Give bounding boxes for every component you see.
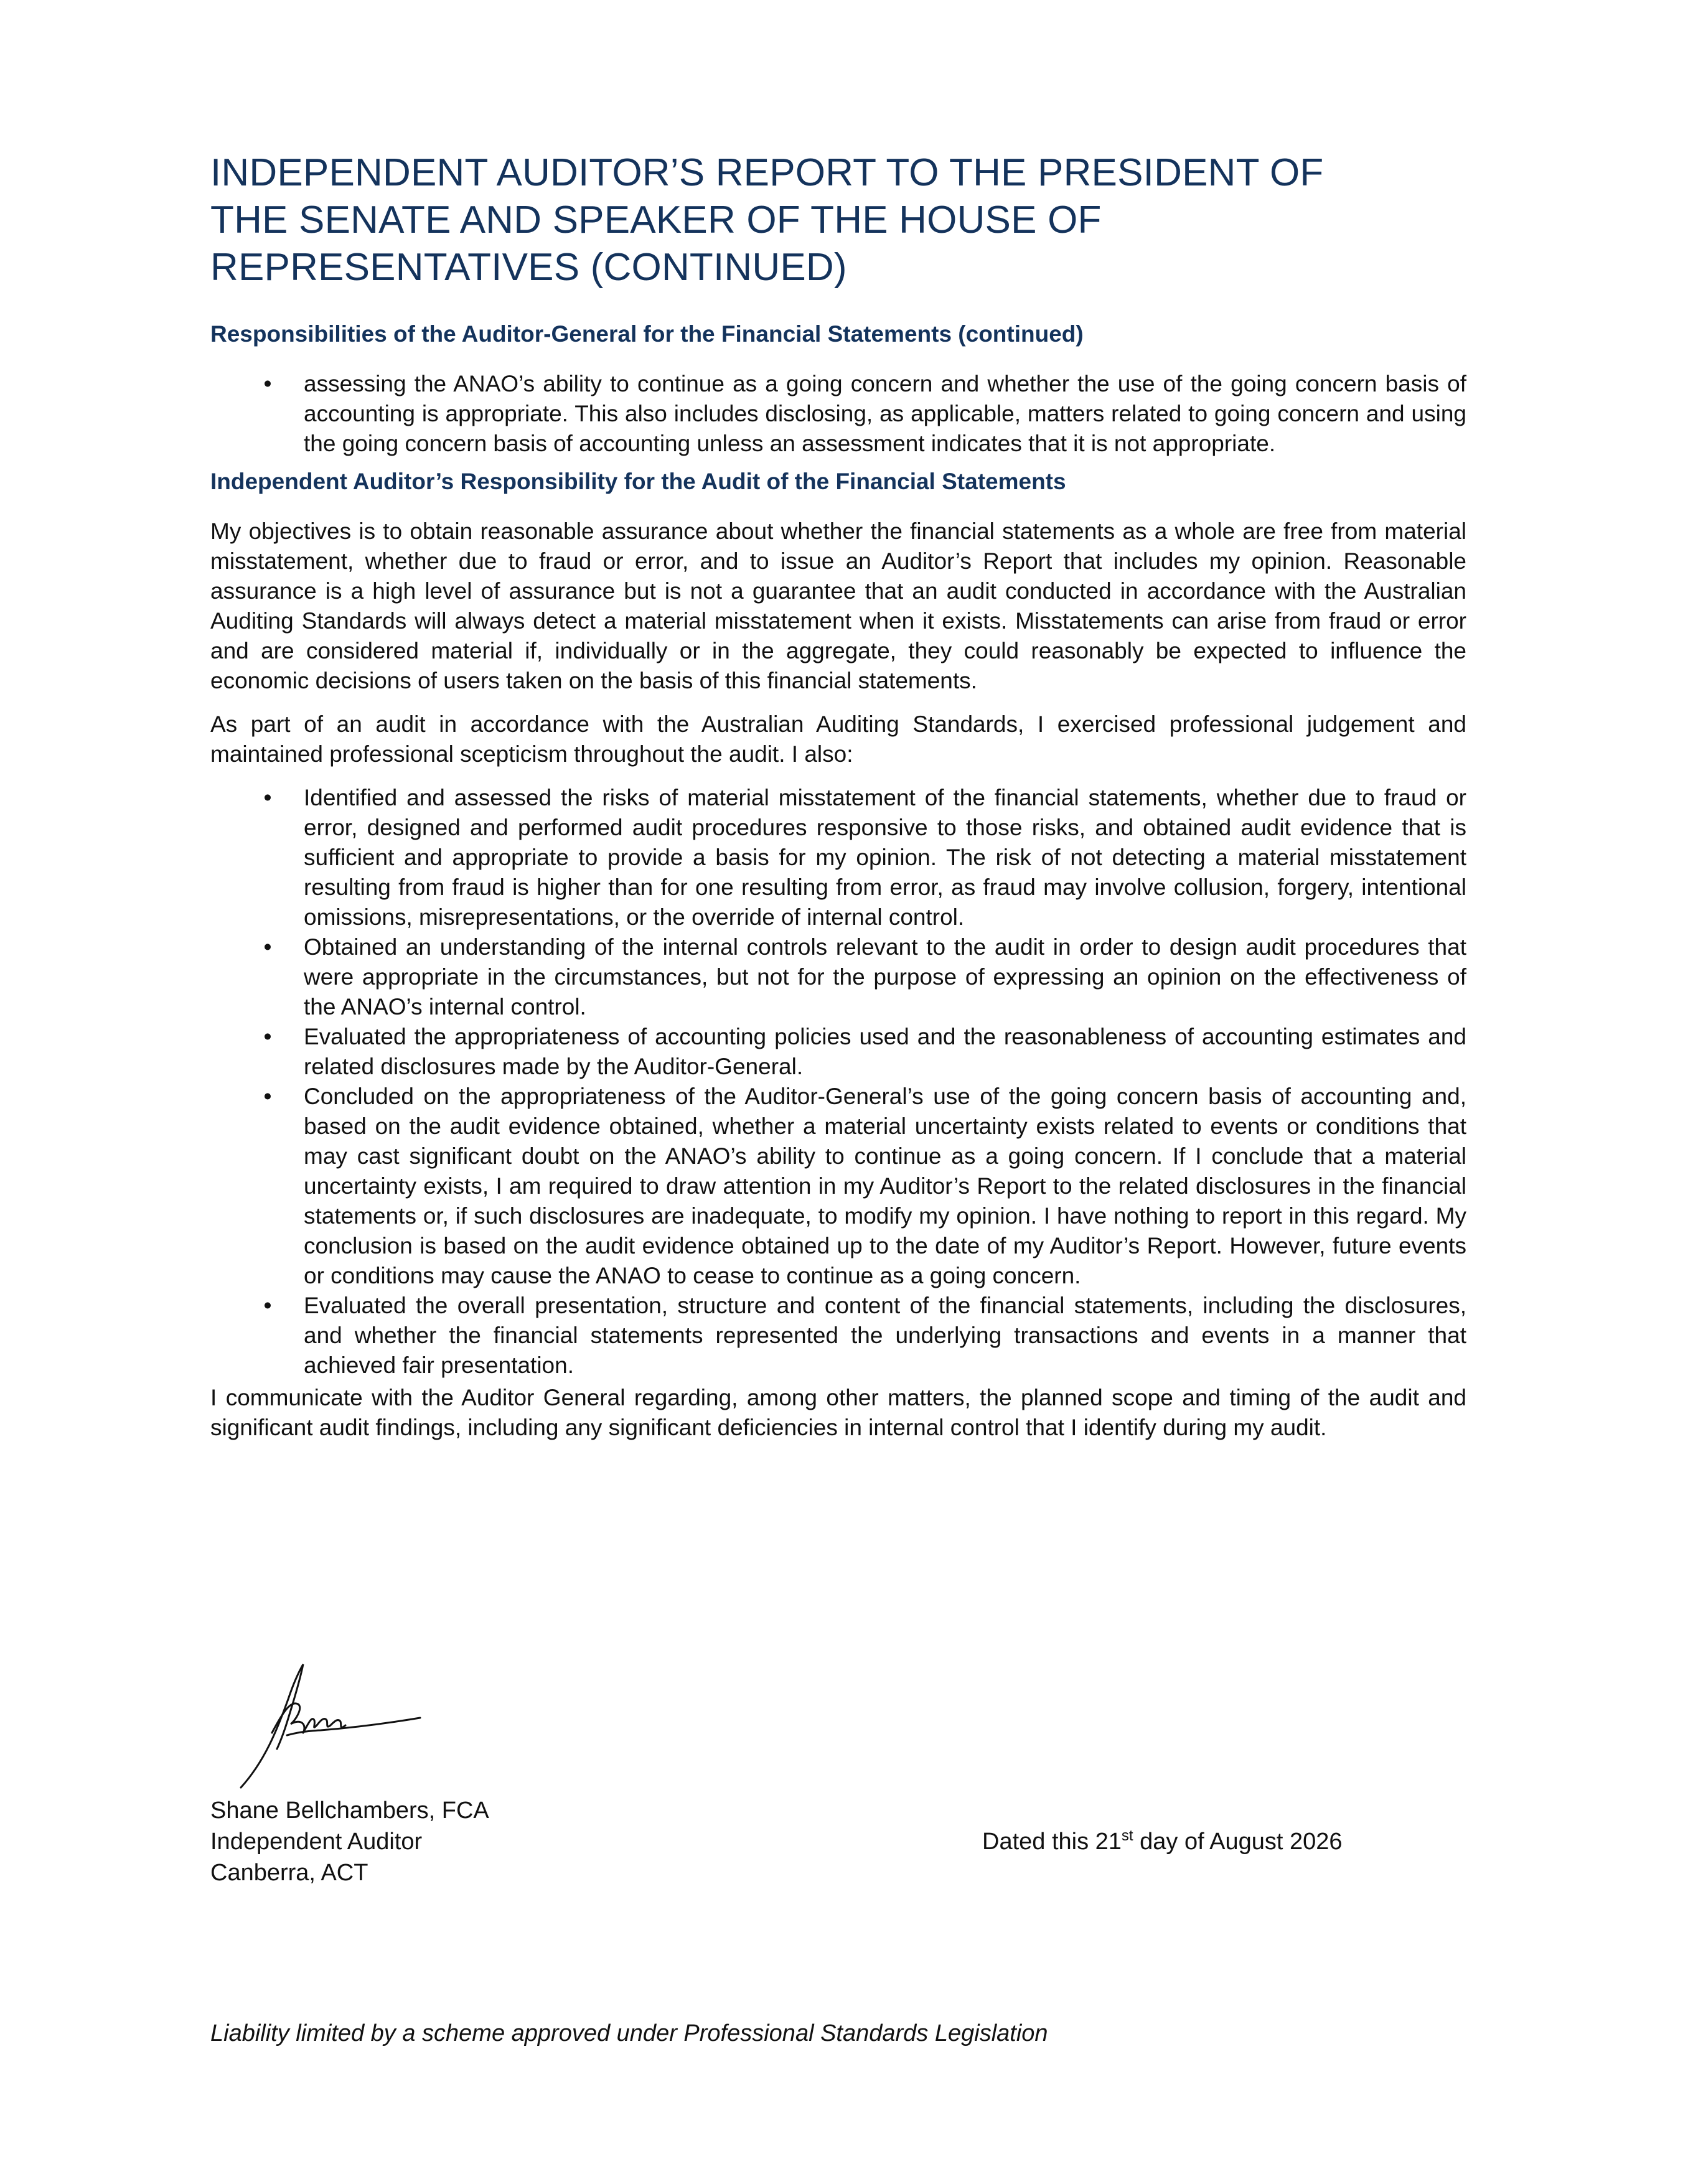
list-item xyxy=(210,369,1466,459)
auditor-name: Shane Bellchambers, FCA xyxy=(210,1797,489,1824)
title-line: REPRESENTATIVES (CONTINUED) xyxy=(210,246,847,289)
bullet-glyph: • xyxy=(263,1293,272,1318)
paragraph-audit-approach: As part of an audit in accordance with the Australian Auditing Standards, I exercised professional judgement and maintained professional scepticism throughout the audit. I also: xyxy=(210,711,1466,767)
bullet-glyph: • xyxy=(263,1084,272,1109)
list-item-text: assessing the ANAO’s ability to continue as a going concern and whether the use of the going concern basis of accounting is appropriate. This also includes disclosing, as applicable, matters related to going concern and using the going concern basis of accounting unless an assessment indicates that it is not appropriate. xyxy=(304,371,1466,456)
auditor-role: Independent Auditor xyxy=(210,1829,423,1855)
list-item xyxy=(210,783,1466,932)
bullet-list xyxy=(210,369,1466,459)
handwritten-signature xyxy=(233,1656,439,1793)
date-ordinal: st xyxy=(1121,1827,1133,1844)
bullet-glyph: • xyxy=(263,785,272,810)
list-item xyxy=(210,932,1466,1022)
list-item-text: Concluded on the appropriateness of the Auditor-General’s use of the going concern basis of accounting and, based on the audit evidence obtained, whether a material uncertainty exists related to events or conditions that may cast significant doubt on the ANAO’s ability to continue as a going concern. If I conclude that a material uncertainty exists, I am required to draw attention in my Auditor’s Report to the related disclosures in the financial statements or, if such disclosures are inadequate, to modify my opinion. I have nothing to report in this regard. My conclusion is based on the audit evidence obtained up to the date of my Auditor’s Report. However, future events or conditions may cause the ANAO to cease to continue as a going concern. xyxy=(304,1084,1466,1288)
date-prefix: Dated this 21 xyxy=(982,1829,1122,1855)
paragraph-communication: I communicate with the Auditor General regarding, among other matters, the planned scope and timing of the audit and significant audit findings, including any significant deficiencies in internal control that I identify during my audit. xyxy=(210,1385,1466,1440)
list-item-text: Obtained an understanding of the internal controls relevant to the audit in order to design audit procedures that were appropriate in the circumstances, but not for the purpose of expressing an opinion on the effectiveness of the ANAO’s internal control. xyxy=(304,934,1466,1019)
paragraph-objectives: My objectives is to obtain reasonable assurance about whether the financial statements as a whole are free from material misstatement, whether due to fraud or error, and to issue an Auditor’s Report that includes my opinion. Reasonable assurance is a high level of assurance but is not a guarantee that an audit conducted in accordance with the Australian Auditing Standards will always detect a material misstatement when it exists. Misstatements can arise from fraud or error and are considered material if, individually or in the aggregate, they could reasonably be expected to influence the economic decisions of users taken on the basis of this financial statements. xyxy=(210,518,1466,693)
report-title xyxy=(210,149,1466,291)
report-body xyxy=(210,149,1466,1443)
bullet-list xyxy=(210,783,1466,1380)
bullet-glyph: • xyxy=(263,1024,272,1049)
date-line xyxy=(982,1826,1343,1857)
auditor-location: Canberra, ACT xyxy=(210,1860,368,1886)
bullet-glyph: • xyxy=(263,371,272,396)
list-item xyxy=(210,1082,1466,1291)
list-item-text: Evaluated the overall presentation, structure and content of the financial statements, including the disclosures, and whether the financial statements represented the underlying transactions and events in a manner that achieved fair presentation. xyxy=(304,1293,1466,1378)
signature-block xyxy=(210,1795,489,1888)
liability-footer: Liability limited by a scheme approved under Professional Standards Legislation xyxy=(210,2020,1048,2046)
list-item xyxy=(210,1022,1466,1082)
bullet-glyph: • xyxy=(263,934,272,960)
title-line: THE SENATE AND SPEAKER OF THE HOUSE OF xyxy=(210,199,1102,241)
list-item xyxy=(210,1291,1466,1380)
date-rest: day of August 2026 xyxy=(1133,1829,1343,1855)
list-item-text: Evaluated the appropriateness of accounting policies used and the reasonableness of accounting estimates and related disclosures made by the Auditor-General. xyxy=(304,1024,1466,1079)
section-heading-independent-auditor-responsibility: Independent Auditor’s Responsibility for the Audit of the Financial Statements xyxy=(210,469,1066,494)
list-item-text: Identified and assessed the risks of material misstatement of the financial statements, whether due to fraud or error, designed and performed audit procedures responsive to those risks, and obtained audit evidence that is sufficient and appropriate to provide a basis for my opinion. The risk of not detecting a material misstatement resulting from fraud is higher than for one resulting from error, as fraud may involve collusion, forgery, intentional omissions, misrepresentations, or the override of internal control. xyxy=(304,785,1466,930)
title-line: INDEPENDENT AUDITOR’S REPORT TO THE PRESIDENT OF xyxy=(210,151,1324,194)
section-heading-auditor-general-responsibilities: Responsibilities of the Auditor-General for the Financial Statements (continued) xyxy=(210,321,1084,347)
